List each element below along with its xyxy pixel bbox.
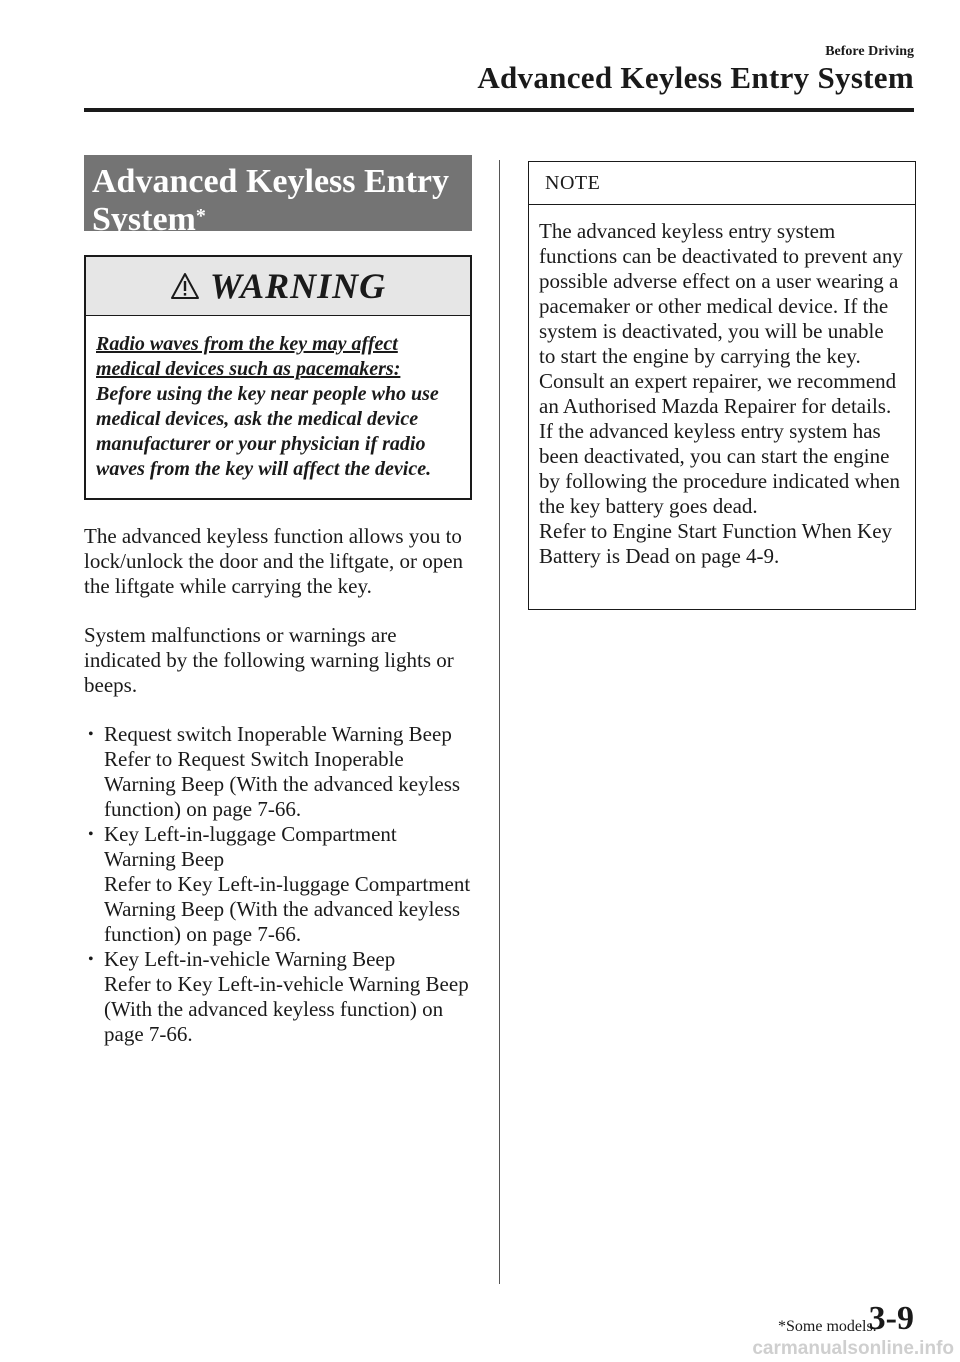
warning-beep-list	[84, 722, 472, 1047]
header-title: Advanced Keyless Entry System	[477, 60, 914, 95]
list-item-reference: Refer to Request Switch Inoperable Warning Beep (With the advanced keyless function) on page 7-66.	[104, 747, 461, 821]
list-item-title: Key Left-in-luggage Compartment Warning Beep	[104, 822, 397, 871]
list-bullet: •	[88, 726, 94, 743]
list-bullet: •	[88, 951, 94, 968]
list-item-reference: Refer to Key Left-in-luggage Compartment Warning Beep (With the advanced keyless function) on page 7-66.	[104, 872, 471, 946]
warning-triangle-icon	[170, 272, 200, 300]
list-item-title: Key Left-in-vehicle Warning Beep	[104, 947, 396, 971]
list-item	[84, 722, 472, 822]
warning-body	[86, 316, 470, 498]
warning-text: Before using the key near people who use medical devices, ask the medical device manufacturer or your physician if radio waves from the key will affect the device.	[96, 383, 439, 480]
note-box	[528, 161, 916, 610]
warning-underlined-text: Radio waves from the key may affect medical devices such as pacemakers:	[96, 333, 401, 380]
list-item-reference: Refer to Key Left-in-vehicle Warning Beep (With the advanced keyless function) on page 7-66.	[104, 972, 469, 1046]
note-header: NOTE	[529, 162, 915, 205]
section-heading-line1: Advanced Keyless Entry	[92, 163, 449, 200]
some-models-marker: *	[195, 205, 206, 227]
left-column	[84, 155, 472, 1047]
list-bullet: •	[88, 826, 94, 843]
header-section-label: Before Driving	[825, 44, 914, 59]
section-heading-line2	[92, 201, 464, 239]
watermark: carmanualsonline.info	[752, 1338, 954, 1359]
footnote: *Some models.	[778, 1318, 877, 1335]
malfunctions-paragraph: System malfunctions or warnings are indicated by the following warning lights or beeps.	[84, 623, 454, 697]
warning-label: WARNING	[209, 266, 387, 306]
note-text: The advanced keyless entry system functions can be deactivated to prevent any possible adverse effect on a user wearing a pacemaker or other medical device. If the system is deactivated, you will be unable to start the engine by carrying the key. Consult an expert repairer, we recommend an Authorised Mazda Repairer for details. If the advanced keyless entry system has been deactivated, you can start the engine by following the procedure indicated when the key battery goes dead.	[539, 219, 903, 518]
warning-box	[84, 255, 472, 500]
page-number: 3-9	[868, 1300, 914, 1337]
section-heading	[84, 155, 472, 238]
column-divider	[499, 160, 500, 1284]
note-reference: Refer to Engine Start Function When Key Battery is Dead on page 4-9.	[539, 519, 893, 568]
note-body	[529, 205, 915, 569]
intro-paragraph: The advanced keyless function allows you to lock/unlock the door and the liftgate, or open the liftgate while carrying the key.	[84, 524, 464, 598]
list-item	[84, 947, 472, 1047]
list-item	[84, 822, 472, 947]
warning-header	[86, 257, 470, 316]
list-item-title: Request switch Inoperable Warning Beep	[104, 722, 452, 746]
section-heading-line2-text: System	[92, 201, 196, 238]
header-rule	[84, 108, 914, 112]
